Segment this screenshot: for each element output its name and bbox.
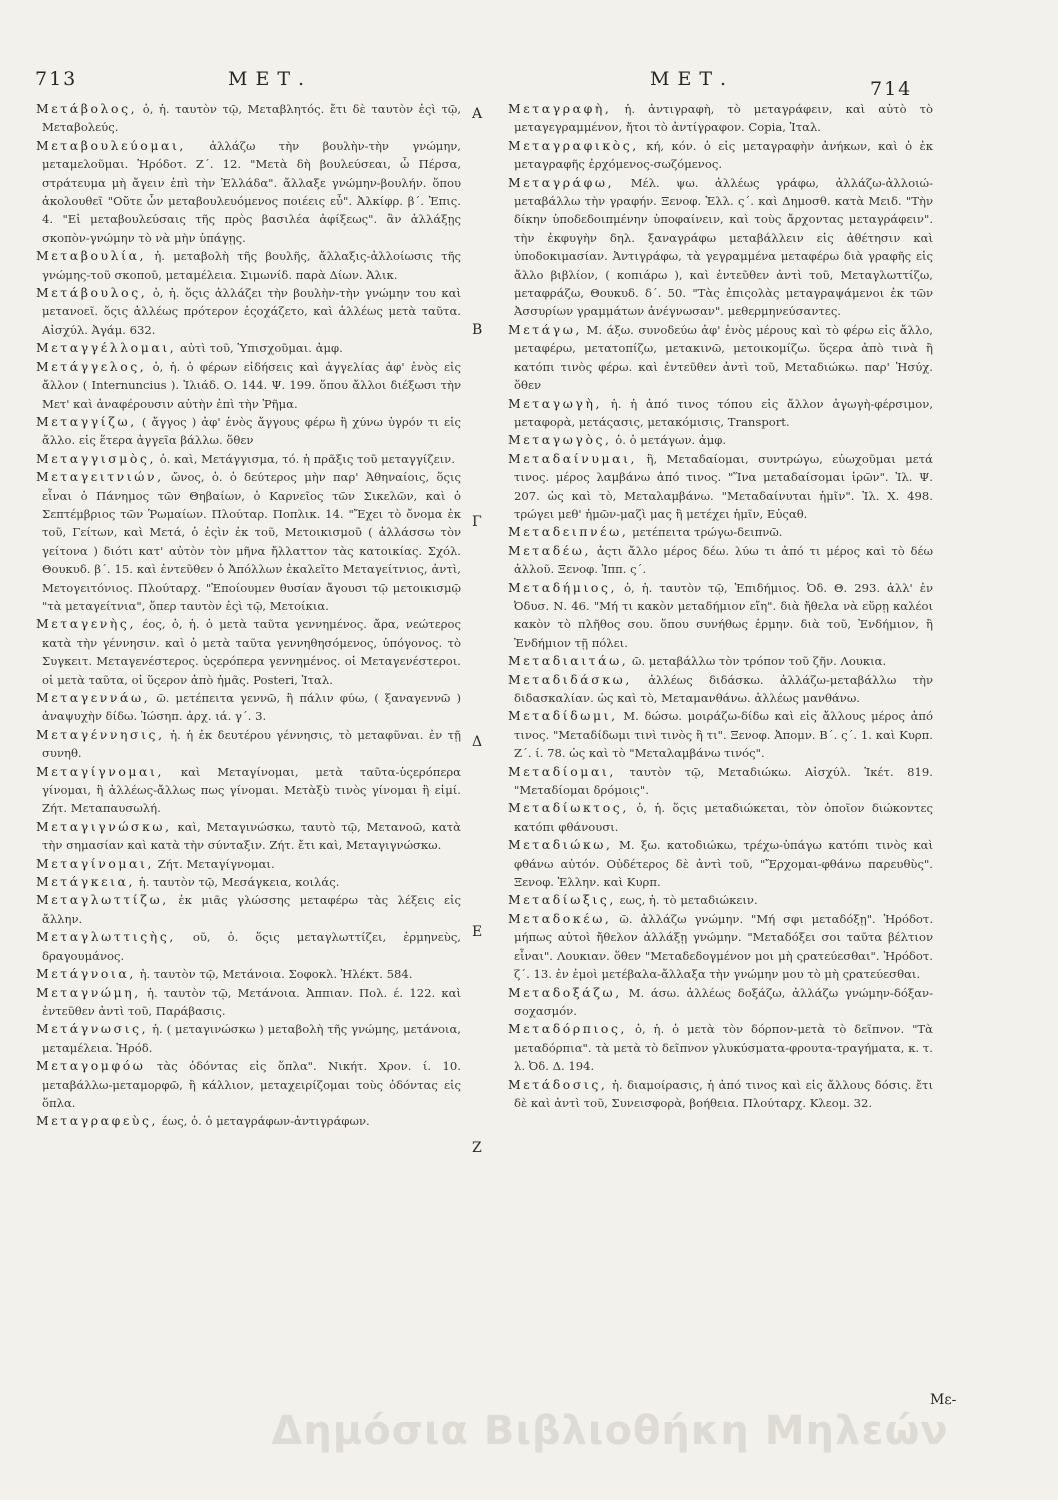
dictionary-entry bbox=[36, 358, 461, 413]
entry-headword: Μεταγραφὴ, bbox=[508, 101, 612, 116]
section-letter: Β bbox=[472, 322, 483, 338]
dictionary-entry bbox=[36, 1020, 461, 1057]
dictionary-entry bbox=[508, 137, 933, 174]
dictionary-entry bbox=[36, 818, 461, 855]
entry-headword: Μετάδοσις, bbox=[508, 1076, 608, 1092]
dictionary-entry bbox=[508, 763, 933, 800]
dictionary-entry bbox=[508, 836, 933, 891]
entry-definition: κή, κόν. ὁ εἰς μεταγραφὴν ἀνήκων, καὶ ὁ ἐκ μεταγραφῆς ἐρχόμενος-σωζόμενος. bbox=[514, 138, 933, 172]
entry-definition: ὁ, ἡ. ὁ μετὰ τὸν δόρπον-μετὰ τὸ δεῖπνον. "Τὰ μεταδόρπια". τὰ μετὰ τὸ δεῖπνον γλυκύσματα-φρουτα-τραγήματα, κ. τ. λ. Ὀδ. Δ. 194. bbox=[514, 1022, 933, 1074]
dictionary-entry bbox=[36, 873, 461, 891]
entry-definition: καὶ Μεταγίνομαι, μετὰ ταῦτα-ὑςερόπερα γίνομαι, ἢ ἀλλέως-ἄλλως πως γίνομαι. Μετὰξὺ τινὸς γίνομαι ἢ εἰμί. Ζήτ. Μεταπαυσωλή. bbox=[42, 764, 461, 816]
entry-headword: Μεταδειπνέω, bbox=[508, 524, 629, 540]
entry-headword: Μεταγνώμη, bbox=[36, 984, 141, 1000]
entry-headword: Μεταγίνομαι, bbox=[36, 855, 155, 871]
entry-definition: ῶ. μετέπειτα γεννῶ, ἢ πάλιν φύω, ( ξαναγεννῶ ) ἀναψυχὴν δίδω. Ἰώσηπ. ἀρχ. ιά. γ΄. 3. bbox=[42, 691, 461, 724]
page-header bbox=[30, 68, 1030, 98]
dictionary-entry bbox=[36, 1057, 461, 1112]
entry-headword: Μεταδίομαι, bbox=[508, 763, 616, 779]
dictionary-entry bbox=[508, 707, 933, 762]
entry-definition: ὁ, ἡ. ὅςις μεταδιώκεται, τὸν ὁποῖον διώκοντες κατόπι φθάνουσι. bbox=[514, 801, 933, 834]
dictionary-entry bbox=[508, 984, 933, 1021]
entry-headword: Μεταδαίνυμαι, bbox=[508, 450, 638, 466]
dictionary-entry bbox=[36, 928, 461, 965]
dictionary-entry bbox=[508, 431, 933, 449]
page-number-left: 713 bbox=[35, 68, 78, 90]
entry-definition: Μ. άσω. ἀλλέως δοξάζω, ἀλλάζω γνώμην-δόξαν-σοχασμόν. bbox=[514, 985, 933, 1018]
dictionary-entry bbox=[36, 450, 461, 468]
dictionary-entry bbox=[36, 984, 461, 1021]
dictionary-entry bbox=[508, 910, 933, 984]
dictionary-entry bbox=[36, 100, 461, 137]
entry-definition: ἡ. ταυτὸν τῷ, Μετάνοια. Ἀππιαν. Πολ. έ. 122. καὶ ἐντεῦθεν ἀντὶ τοῦ, Παράβασις. bbox=[42, 985, 461, 1018]
entry-definition: ὁ, ἡ. ταυτὸν τῷ, Ἐπιδήμιος. Ὀδ. Θ. 293. ἀλλ' ἐν Ὀδυσ. Ν. 46. "Μή τι κακὸν μεταδήμιον εἴη". διὰ ἤθελα νὰ εὕρῃ καλέοι κακὸν τὸ πλῆθος σου. ὅπου συνήθως ἑρμην. διὰ τοῦ, Ἐνδήμιον, ἢ Ἐνδήμιον τῇ πόλει. bbox=[514, 580, 933, 650]
dictionary-entry bbox=[36, 247, 461, 284]
entry-headword: Μεταγγίζω, bbox=[36, 413, 137, 429]
dictionary-entry bbox=[508, 579, 933, 653]
entry-definition: ( ἄγγος ) ἀφ' ἑνὸς ἄγγους φέρω ἢ χύνω ὑγρόν τι εἰς ἄλλο. εἰς ἕτερα ἀγγεῖα βάλλω. ὅθεν bbox=[42, 414, 461, 448]
entry-definition: ὤνος, ὁ. ὁ δεύτερος μὴν παρ' Ἀθηναίοις, ὅςις εἶναι ὁ Πάνημος τῶν Θηβαίων, ὁ Καρνεῖος τῶν Σικελῶν, καὶ ὁ Σεπτέμβριος τῶν Ῥωμαίων. Πλούταρ. Ποπλικ. 14. "Ἔχει τὸ ὄνομα ἐκ τοῦ, Γείτων, καὶ Μετά, ὁ ἐςὶν ἐκ τοῦ, Μετοικισμοῦ ( ἀλλάσσω τὸν γείτονα ) διότι κατ' αὐτὸν τὸν μῆνα ἤλλαττον τὰς κατοικίας. Σχόλ. Θουκυδ. β΄. 15. καὶ ἐντεῦθεν ὁ Ἀπόλλων ἐκαλεῖτο Μεταγείτνιος, ἀντὶ, Μετογειτόνιος. Πλούταρχ. "Ἐποίουμεν θυσίαν ἄγουσι τῷ μετοικισμῷ "τὰ μεταγείτνια", ὅπερ ταυτὸν ἐςὶ τῷ, Μετοίκια. bbox=[42, 470, 461, 613]
entry-definition: Μ. άξω. συνοδεύω ἀφ' ἑνὸς μέρους καὶ τὸ φέρω εἰς ἄλλο, μεταφέρω, μετατοπίζω, μετακινῶ, μετοικομίζω. ὕςερα ἀπὸ τινὰ ἢ κατόπι τινὸς φέρω. καὶ ἐντεῦθεν ἀντὶ τοῦ, Μεταδιώκω. παρ' Ἡσύχ. ὅθεν bbox=[514, 322, 933, 393]
dictionary-entry bbox=[508, 1020, 933, 1075]
entry-definition: ταυτὸν τῷ, Μεταδιώκω. Αἰσχύλ. Ἱκέτ. 819. "Μεταδίομαι δρόμοις". bbox=[514, 764, 933, 798]
entry-headword: Μεταγγέλλομαι, bbox=[36, 340, 177, 356]
entry-headword: Μεταγγισμὸς, bbox=[36, 450, 157, 466]
dictionary-entry bbox=[36, 689, 461, 726]
dictionary-entry bbox=[508, 321, 933, 395]
entry-definition: αὐτὶ τοῦ, Ὑπισχοῦμαι. ἀμφ. bbox=[180, 341, 343, 356]
entry-headword: Μεταδίδωμι, bbox=[508, 708, 618, 724]
entry-definition: ἡ. ἡ ἐκ δευτέρου γέννησις, τὸ μεταφῦναι. ἐν τῇ συνηθ. bbox=[42, 727, 461, 761]
catchword: Με- bbox=[930, 1392, 957, 1408]
dictionary-entry bbox=[36, 284, 461, 339]
entry-definition: ἐκ μιᾶς γλώσσης μεταφέρω τὰς λέξεις εἰς ἄλλην. bbox=[42, 893, 461, 926]
dictionary-entry bbox=[508, 799, 933, 836]
running-head-left: ΜΕΤ. bbox=[228, 68, 313, 90]
entry-definition: ἡ. ταυτὸν τῷ, Μετάνοια. Σοφοκλ. Ἠλέκτ. 584. bbox=[139, 967, 413, 982]
dictionary-entry bbox=[508, 523, 933, 541]
dictionary-entry bbox=[36, 137, 461, 247]
dictionary-entry bbox=[508, 652, 933, 670]
entry-definition: ἀςτι ἄλλο μέρος δέω. λύω τι ἀπό τι μέρος καὶ τὸ δέω ἀλλοῦ. Ξενοφ. Ἱππ. ς΄. bbox=[514, 543, 933, 577]
entry-definition: τὰς ὀδόντας εἰς ὅπλα". Νικήτ. Χρον. ί. 10. μεταβάλλω-μεταμορφῶ, ἢ κάλλιον, μεταχειρίζομαι τοὺς ὀδόντας εἰς ὅπλα. bbox=[42, 1059, 461, 1110]
entry-headword: Μεταδοκέω, bbox=[508, 910, 612, 926]
entry-headword: Μεταγωγὸς, bbox=[508, 432, 612, 448]
dictionary-entry bbox=[36, 1112, 461, 1130]
entry-definition: έος, ὁ, ἡ. ὁ μετὰ ταῦτα γεννημένος. ἄρα, νεώτερος κατὰ τὴν γέννησιν. καὶ ὁ μετὰ ταῦτα γεννηθησόμενος, ὑπόγονος. τὸ Συγκειτ. Μεταγενέστερος. ὑςερόπερα γεννημένος. οἱ Μεταγενέστεροι. οἱ μετὰ ταῦτα, οἱ ὕςερον ἀπὸ ἡμᾶς. Posteri, Ἰταλ. bbox=[42, 617, 461, 687]
entry-definition: ἀλλέως διδάσκω. ἀλλάζω-μεταβάλλω τὴν διδασκαλίαν. ὡς καὶ τὸ, Μεταμανθάνω. ἀλλέως μανθάνω. bbox=[514, 672, 933, 705]
dictionary-entry bbox=[36, 891, 461, 928]
entry-headword: Μεταγειτνιών, bbox=[36, 469, 164, 485]
entry-definition: ἀλλάζω τὴν βουλὴν-τὴν γνώμην, μεταμελοῦμαι. Ἡρόδοτ. Ζ΄. 12. "Μετὰ δὴ βουλεύσεαι, ὦ Πέρσα, στράτευμα μὴ ἄγειν ἐπὶ τὴν Ἑλλάδα". ἄλλαξε γνώμην-βουλήν. ὅπου ἀκολουθεῖ "Οὔτε ὧν μεταβουλευόμενος ποιέεις εὖ". Ἀλκίφρ. β΄. Ἐπις. 4. "Εἰ μεταβουλεύσαις τῆς πρὸς βασιλέα ἀφίξεως". ἂν ἀλλάξῃς σκοπὸν-γνώμην τὸ νὰ μὴν ὑπάγῃς. bbox=[42, 138, 461, 245]
entry-definition: καὶ, Μεταγινώσκω, ταυτὸ τῷ, Μετανοῶ, κατὰ τὴν σημασίαν καὶ κατὰ τὴν σύνταξιν. Ζήτ. ἔτι καὶ, Μεταγιγνώσκω. bbox=[42, 819, 461, 853]
entry-definition: Μ. ξω. κατοδιώκω, τρέχω-ὑπάγω κατόπι τινὸς καὶ φθάνω αὐτόν. Οὐδέτερος δὲ ἀντὶ τοῦ, "Ἔρχομαι-φθάνω παρευθὺς". Ξενοφ. Ἑλλην. καὶ Κυρπ. bbox=[514, 838, 933, 890]
entry-headword: Μεταδόρπιος, bbox=[508, 1021, 628, 1037]
entry-headword: Μετάβουλος, bbox=[36, 285, 148, 301]
dictionary-entry bbox=[508, 1076, 933, 1113]
entry-headword: Μετάγνωσις, bbox=[36, 1021, 149, 1037]
dictionary-entry bbox=[508, 450, 933, 524]
entry-definition: ἡ. ( μεταγινώσκω ) μεταβολὴ τῆς γνώμης, μετάνοια, μεταμέλεια. Ἡρόδ. bbox=[42, 1022, 461, 1055]
entry-headword: Μεταγωγὴ, bbox=[508, 395, 603, 411]
dictionary-entry bbox=[36, 413, 461, 450]
section-letter: Α bbox=[472, 106, 483, 122]
dictionary-entry bbox=[508, 395, 933, 432]
page-number-right: 714 bbox=[870, 78, 913, 100]
entry-definition: ἡ. διαμοίρασις, ἡ ἀπό τινος καὶ εἰς ἄλλους δόσις. ἔτι δὲ καὶ ἀντὶ τοῦ, Συνεισφορὰ, βοήθεια. Πλούταρχ. Κλεομ. 32. bbox=[514, 1077, 933, 1110]
entry-headword: Μεταδέω, bbox=[508, 542, 592, 558]
dictionary-entry bbox=[508, 100, 933, 137]
entry-headword: Μετάβολος, bbox=[36, 101, 138, 116]
entry-definition: μετέπειτα τρώγω-δειπνῶ. bbox=[632, 525, 783, 540]
section-letter: Γ bbox=[472, 514, 482, 530]
entry-definition: ἡ. ταυτὸν τῷ, Μεσάγκεια, κοιλάς. bbox=[138, 875, 340, 890]
entry-headword: Μετάγνοια, bbox=[36, 966, 136, 982]
section-letter: Ζ bbox=[472, 1140, 482, 1156]
dictionary-entry bbox=[508, 891, 933, 909]
entry-headword: Μετάγκεια, bbox=[36, 874, 136, 890]
entry-headword: Μεταβουλία, bbox=[36, 248, 147, 264]
entry-headword: Μεταγλωττίζω, bbox=[36, 892, 169, 908]
entry-headword: Μεταγεννάω, bbox=[36, 690, 151, 705]
entry-definition: ὁ. καὶ, Μετάγγισμα, τό. ἡ πρᾶξις τοῦ μεταγγίζειν. bbox=[159, 451, 455, 466]
running-head-right: ΜΕΤ. bbox=[650, 68, 735, 90]
entry-headword: Μεταγενὴς, bbox=[36, 616, 136, 632]
entry-headword: Μεταγιγνώσκω, bbox=[36, 818, 172, 834]
entry-headword: Μεταγραφικὸς, bbox=[508, 137, 639, 153]
entry-headword: Μεταδοξάζω, bbox=[508, 984, 622, 1000]
entry-definition: ὁ. ὁ μετάγων. ἀμφ. bbox=[615, 433, 727, 448]
section-letter: Ε bbox=[472, 924, 483, 940]
entry-headword: Μετάγω, bbox=[508, 321, 582, 337]
entry-headword: Μεταγομφόω bbox=[36, 1058, 146, 1074]
entry-definition: ἡ. ἀντιγραφὴ, τὸ μεταγράφειν, καὶ αὐτὸ τὸ μεταγεγραμμένον, ἤτοι τὸ ἀντίγραφον. Copia, Ἰταλ. bbox=[514, 102, 933, 135]
left-column bbox=[36, 100, 461, 1390]
entry-definition: ὁ, ἡ. ταυτὸν τῷ, Μεταβλητός. ἔτι δὲ ταυτὸν ἐςὶ τῷ, Μεταβολεύς. bbox=[42, 102, 461, 135]
entry-definition: ῶ. ἀλλάζω γνώμην. "Μή σφι μεταδόξῃ". Ἡρόδοτ. μήπως αὐτοὶ ἤθελον ἀλλάξῃ γνώμην. "Μεταδόξει σοι ταῦτα βέλτιον εἶναι". Λουκιαν. ὅθεν "Μεταδεδογμένον μοι μὴ ςρατεύεσθαι". Ἡρόδοτ. ζ΄. 13. ἐν ἐμοὶ μετέβαλα-ἄλλαξα τὴν γνώμην μου τὸ μὴ ςρατεύεσθαι. bbox=[514, 911, 933, 982]
entry-definition: ὁ, ἡ. ὅςις ἀλλάζει τὴν βουλὴν-τὴν γνώμην του καὶ μετανοεῖ. ὅςις ἀλλέως πρότερον ἐςοχάζετο, καὶ ἀλλέως μετὰ ταῦτα. Αἰσχύλ. Ἀγάμ. 632. bbox=[42, 286, 461, 337]
section-letter: Δ bbox=[472, 734, 483, 750]
entry-headword: Μεταδίωξις, bbox=[508, 892, 616, 908]
entry-headword: Μεταγράφω, bbox=[508, 174, 615, 190]
entry-headword: Μεταδιαιτάω, bbox=[508, 653, 629, 669]
dictionary-entry bbox=[36, 855, 461, 873]
dictionary-entry bbox=[508, 671, 933, 708]
dictionary-entry bbox=[36, 726, 461, 763]
dictionary-entry bbox=[36, 615, 461, 689]
entry-definition: ἢ, Μεταδαίομαι, συντρώγω, εὐωχοῦμαι μετά τινος. μέρος λαμβάνω ἀπό τινος. "Ἵνα μεταδαίσομαι ἱρῶν". Ἰλ. Ψ. 207. ὡς καὶ τὸ, Μεταλαμβάνω. "Μεταδαίνυται ἡμῖν". Ἰλ. Χ. 498. τρώγει μεθ' ἡμῶν-μαζὶ μας ἢ μετέχει ἡμῖν, Εὐςαθ. bbox=[514, 451, 933, 521]
dictionary-entry bbox=[36, 339, 461, 357]
right-column bbox=[508, 100, 933, 1390]
entry-definition: Ζήτ. Μεταγίγνομαι. bbox=[157, 856, 275, 871]
entry-definition: οῦ, ὁ. ὅςις μεταγλωττίζει, ἑρμηνεὺς, δραγουμάνος. bbox=[42, 930, 461, 963]
entry-definition: έως, ὁ. ὁ μεταγράφων-ἀντιγράφων. bbox=[161, 1114, 370, 1129]
entry-headword: Μεταβουλεύομαι, bbox=[36, 137, 186, 153]
entry-definition: Μ. δώσω. μοιράζω-δίδω καὶ εἰς ἄλλους μέρος ἀπό τινος. "Μεταδίδωμι τινὶ τινὸς ἢ τι". Ξενοφ. Ἀπομν. Β΄. ς΄. 1. καὶ Κυρπ. Ζ΄. ί. 78. ὡς καὶ τὸ "Μεταλαμβάνω τινός". bbox=[514, 709, 933, 761]
entry-headword: Μεταδήμιος, bbox=[508, 579, 618, 595]
entry-headword: Μεταδίωκτος, bbox=[508, 800, 629, 816]
dictionary-entry bbox=[36, 763, 461, 818]
entry-definition: ἡ. μεταβολὴ τῆς βουλῆς, ἄλλαξις-ἀλλοίωσις τῆς γνώμης-τοῦ σκοποῦ, μεταμέλεια. Σιμωνίδ. παρὰ Δίων. Ἀλικ. bbox=[42, 249, 461, 282]
entry-headword: Μεταδιώκω, bbox=[508, 837, 613, 853]
entry-definition: ὁ, ἡ. ὁ φέρων εἰδήσεις καὶ ἀγγελίας ἀφ' ἑνὸς εἰς ἄλλον ( Internuncius ). Ἰλιάδ. Ο. 144. Ψ. 199. ὅπου ἄλλοι διέξωσι τὴν Μετ' καὶ ἀναφέρουσιν αὐτὴν ἐπὶ τὴν Ῥῆμα. bbox=[42, 359, 461, 411]
entry-headword: Μεταγραφεὺς, bbox=[36, 1113, 159, 1129]
entry-definition: εως, ἡ. τὸ μεταδιώκειν. bbox=[619, 893, 758, 908]
entry-definition: ῶ. μεταβάλλω τὸν τρόπον τοῦ ζῆν. Λουκια. bbox=[632, 654, 887, 669]
entry-headword: Μετάγγελος, bbox=[36, 358, 147, 374]
library-watermark: Δημόσια Βιβλιοθήκη Μηλεών bbox=[271, 1408, 949, 1454]
entry-headword: Μεταγέννησις, bbox=[36, 726, 165, 742]
section-letter-margin bbox=[472, 100, 492, 1400]
entry-definition: Μέλ. ψω. ἀλλέως γράφω, ἀλλάζω-ἀλλοιώ-μεταβάλλω τὴν γραφήν. Ξενοφ. Ἑλλ. ς΄. καὶ Δημοσθ. κατὰ Μειδ. "Τὴν δίκην ὑποδεδοιπμένην ὑποφαίνειν, καὶ τοὺς ἄρχοντας μεταγράφειν". τὴν ἐκφυγὴν δηλ. ξαναγράφω μεταβάλλειν εἰς ἀθέτησιν καὶ ὑποδοκιμασίαν. Ἀντιγράφω, τὰ γεγραμμένα μεταφέρω διὰ γραφῆς εἰς ἄλλο βιβλίον, ( κοπιάρω ), καὶ ἐντεῦθεν ἀντὶ τοῦ, Μεταγλωττίζω, μεταφράζω, Θουκυδ. δ΄. 50. "Τὰς ἐπιςολὰς μεταγραψάμενοι ἐκ τῶν Ἀσσυρίων γραμμάτων ἀνέγνωσαν". μεθερμηνεύσαντες. bbox=[514, 175, 933, 319]
dictionary-entry bbox=[508, 542, 933, 579]
entry-headword: Μεταδιδάσκω, bbox=[508, 671, 632, 687]
entry-headword: Μεταγίγνομαι, bbox=[36, 763, 165, 779]
dictionary-entry bbox=[36, 965, 461, 983]
dictionary-entry bbox=[36, 468, 461, 615]
dictionary-entry bbox=[508, 174, 933, 321]
entry-definition: ἡ. ἡ ἀπό τινος τόπου εἰς ἄλλον ἀγωγὴ-φέρσιμον, μεταφορὰ, μετάςασις, μετακόμισις, Transport. bbox=[514, 396, 933, 429]
entry-headword: Μεταγλωττιςὴς, bbox=[36, 929, 176, 945]
